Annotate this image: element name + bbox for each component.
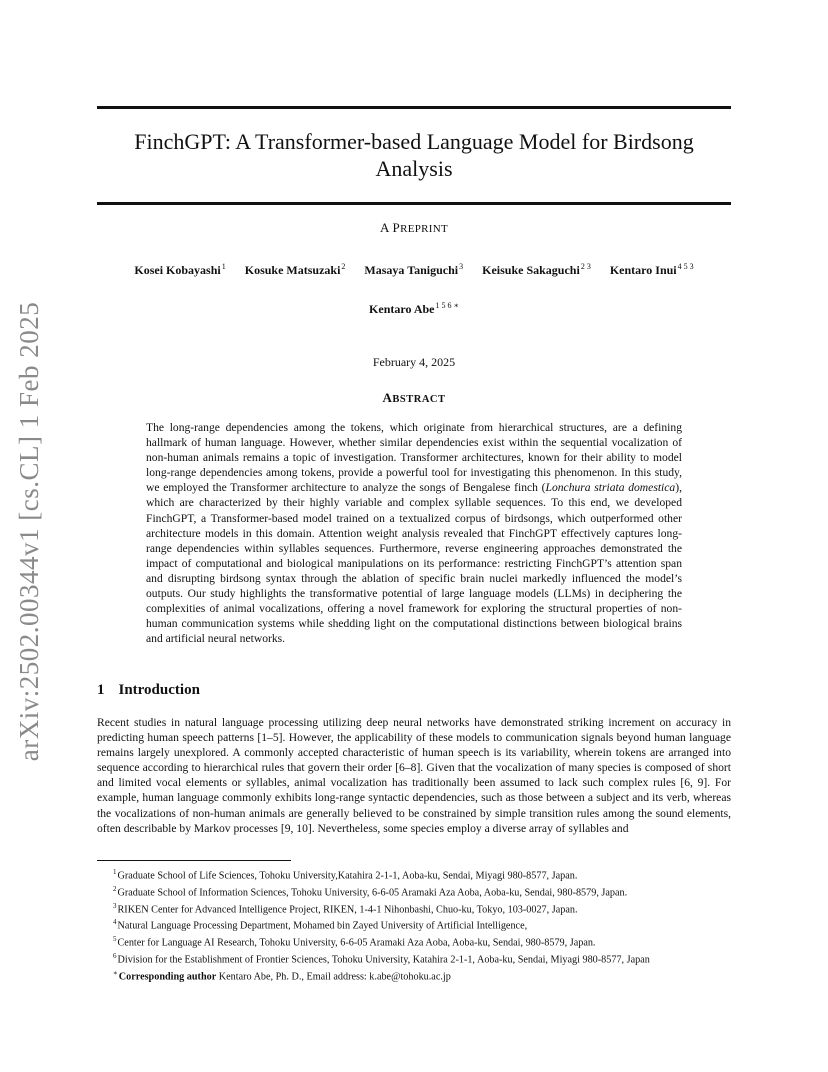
author-affiliation: 1 5 6 ∗: [435, 301, 459, 310]
footnote: [97, 866, 731, 883]
footnote-mark: 4: [113, 918, 117, 927]
author-name: Kentaro Abe: [369, 302, 435, 316]
author-name: Masaya Taniguchi: [364, 263, 459, 277]
author-name: Kosuke Matsuzaki: [244, 263, 341, 277]
author-affiliation: 1: [221, 262, 226, 271]
abstract-part-1: The long-range dependencies among the tokens, which originate from hierarchical structures, are a defining hallmark of human language. However, whether similar dependencies exist within the sequential vocalization of non-human animals remains a topic of investigation. Transformer architectures, known for their ability to model long-range dependencies among tokens, provide a powerful tool for investigating this phenomenon. In this study, we employed the Transformer architecture to analyze the songs of Bengalese finch (: [146, 421, 682, 495]
author-list-second-row: [97, 301, 731, 317]
species-name: Lonchura striata domestica: [545, 481, 676, 495]
author: [369, 301, 459, 317]
footnote-text: Natural Language Processing Department, Mohamed bin Zayed University of Artificial Intelligence,: [117, 920, 528, 932]
abstract-heading: [97, 390, 731, 406]
intro-paragraph: Recent studies in natural language processing utilizing deep neural networks have demonstrated striking increment on accuracy in predicting human speech patterns [1–5]. However, the applicability of these models to communication signals beyond human language remains largely unexplored. A commonly accepted characteristic of human speech is its variability, wherein tokens are arranged into sequence according to hierarchical rules that govern their order [6–8]. Given that the vocalization of many species is composed of short and limited vocal elements or syllables, animal vocalization has traditionally been assumed to lack such complex rules [6, 9]. For example, human language commonly exhibits long-range syntactic dependencies, such as those between a subject and its verb, whereas the vocalizations of non-human animals are generally believed to be constrained by simple transition rules among the sound elements, often describable by Markov processes [9, 10]. Nevertheless, some species employ a diverse array of syllables and: [97, 716, 731, 835]
author-affiliation: 3: [459, 262, 464, 271]
arxiv-stamp: [12, 296, 48, 766]
arxiv-stamp-text: arXiv:2502.00344v1 [cs.CL] 1 Feb 2025: [14, 301, 45, 761]
author-affiliation: 2: [341, 262, 346, 271]
paper-title: FinchGPT: A Transformer-based Language Model for Birdsong Analysis: [134, 129, 694, 181]
footnote: [97, 916, 731, 933]
title-rule-top: [97, 106, 731, 109]
section-number: 1: [97, 682, 105, 698]
preprint-label: [97, 220, 731, 236]
abstract-part-2: ), which are characterized by their highly variable and complex syllable sequences. To this end, we developed FinchGPT, a Transformer-based model trained on a textualized corpus of birdsongs, which outperformed other architecture models in this domain. Attention weight analysis revealed that FinchGPT effectively captures long-range dependencies within syllables sequences. Furthermore, reverse engineering approaches demonstrated the impact of computational and biological manipulations on its performance: restricting FinchGPT’s attention span and disrupting birdsong syntax through the ablation of specific brain nuclei markedly influenced the model’s outputs. Our study highlights the transformative potential of large language models (LLMs) in deciphering the complexities of animal vocalizations, offering a novel framework for exploring the structural properties of non-human communication systems while shedding light on the computational distinctions between biological brains and artificial neural networks.: [146, 481, 682, 646]
footnote-mark: 5: [113, 935, 117, 944]
author: [245, 262, 346, 278]
footnote-mark: ∗: [113, 968, 118, 977]
footnotes: [97, 866, 731, 984]
author: [364, 262, 463, 278]
footnote-mark: 1: [113, 868, 117, 876]
footnote: [97, 950, 731, 967]
abstract-heading-rest: BSTRACT: [392, 394, 446, 405]
footnote-mark: 6: [113, 951, 117, 960]
author: [482, 262, 591, 278]
author-affiliation: 2 3: [580, 262, 591, 271]
author: [610, 262, 694, 278]
footnote: [97, 933, 731, 950]
abstract-text: [146, 420, 682, 646]
author-list: [97, 262, 731, 278]
author-affiliation: 4 5 3: [677, 262, 694, 271]
corresponding-author-note: [97, 967, 731, 984]
section-heading: [97, 682, 200, 699]
footnote-text: RIKEN Center for Advanced Intelligence Project, RIKEN, 1-4-1 Nihonbashi, Chuo-ku, Tokyo, 103-0027, Japan.: [117, 903, 578, 915]
preprint-label-rest: REPRINT: [400, 223, 448, 235]
footnote-rule: [97, 860, 291, 861]
footnote-text: Graduate School of Information Sciences, Tohoku University, 6-6-05 Aramaki Aza Aoba, Aoba-ku, Sendai, 980-8579, Japan.: [117, 887, 628, 899]
author-name: Kosei Kobayashi: [134, 263, 221, 277]
publication-date: February 4, 2025: [372, 355, 456, 369]
corresponding-author-label: Corresponding author: [118, 971, 217, 983]
footnote-mark: 2: [113, 884, 117, 893]
author-name: Kentaro Inui: [609, 263, 677, 277]
footnote: [97, 883, 731, 900]
footnote: [97, 900, 731, 917]
preprint-label-first: A P: [380, 220, 401, 235]
footnote-text: Division for the Establishment of Frontier Sciences, Tohoku University, Katahira 2-1-1, Aoba-ku, Sendai, Miyagi 980-8577, Japan: [117, 954, 650, 966]
corresponding-author-text: Kentaro Abe, Ph. D., Email address: k.abe@tohoku.ac.jp: [216, 971, 451, 983]
abstract-heading-first: A: [382, 390, 393, 405]
author-name: Keisuke Sakaguchi: [482, 263, 580, 277]
footnote-mark: 3: [113, 901, 117, 910]
title-rule-bottom: [97, 202, 731, 205]
author: [134, 262, 225, 278]
footnote-text: Center for Language AI Research, Tohoku University, 6-6-05 Aramaki Aza Aoba, Aoba-ku, Sendai, 980-8579, Japan.: [117, 937, 596, 949]
section-title: Introduction: [118, 682, 200, 698]
footnote-text: Graduate School of Life Sciences, Tohoku University,Katahira 2-1-1, Aoba-ku, Sendai, Miyagi 980-8577, Japan.: [117, 870, 578, 882]
